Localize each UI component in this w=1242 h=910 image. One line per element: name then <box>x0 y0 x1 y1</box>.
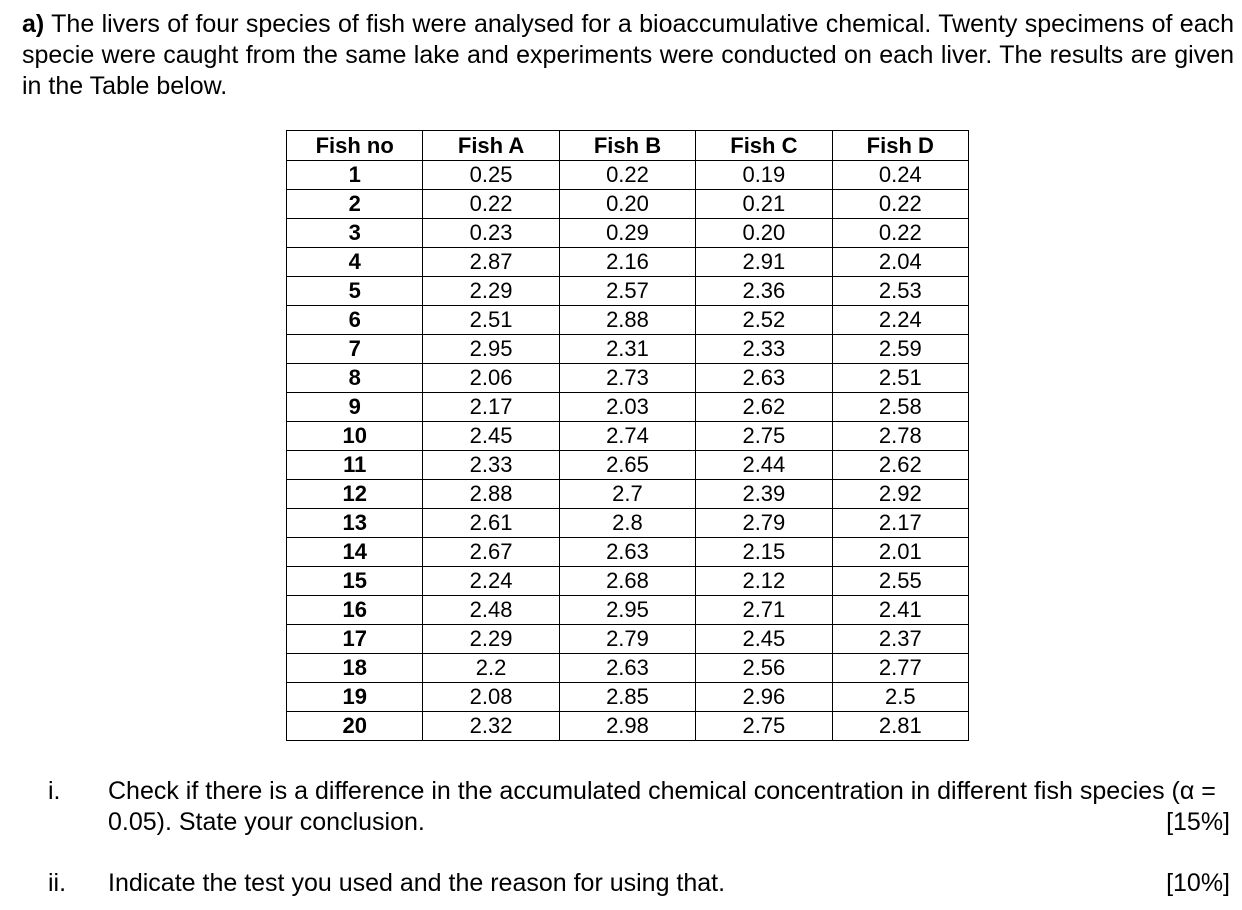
fish-number-cell: 8 <box>287 364 423 393</box>
concentration-cell: 2.77 <box>832 654 968 683</box>
concentration-cell: 2.06 <box>423 364 559 393</box>
fish-number-cell: 17 <box>287 625 423 654</box>
fish-number-cell: 1 <box>287 161 423 190</box>
question-marks: [15%] <box>1166 808 1230 836</box>
column-header: Fish B <box>559 131 695 161</box>
concentration-cell: 2.81 <box>832 712 968 741</box>
concentration-cell: 2.51 <box>832 364 968 393</box>
intro-text: The livers of four species of fish were analysed for a bioaccumulative chemical. Twenty specimens of each specie were caught from the same lake and experiments were conducted on each liver. The results are given in the Table below. <box>22 10 1234 100</box>
concentration-cell: 2.33 <box>423 451 559 480</box>
fish-number-cell: 5 <box>287 277 423 306</box>
concentration-cell: 2.68 <box>559 567 695 596</box>
concentration-cell: 0.22 <box>423 190 559 219</box>
table-row <box>287 306 969 335</box>
concentration-cell: 2.03 <box>559 393 695 422</box>
column-header: Fish A <box>423 131 559 161</box>
fish-number-cell: 13 <box>287 509 423 538</box>
concentration-cell: 2.29 <box>423 277 559 306</box>
column-header: Fish C <box>696 131 832 161</box>
fish-number-cell: 12 <box>287 480 423 509</box>
concentration-cell: 2.39 <box>696 480 832 509</box>
concentration-cell: 2.24 <box>832 306 968 335</box>
concentration-cell: 2.96 <box>696 683 832 712</box>
concentration-cell: 2.41 <box>832 596 968 625</box>
concentration-cell: 2.37 <box>832 625 968 654</box>
concentration-cell: 2.79 <box>559 625 695 654</box>
concentration-cell: 2.45 <box>696 625 832 654</box>
concentration-cell: 2.78 <box>832 422 968 451</box>
table-row <box>287 335 969 364</box>
concentration-cell: 0.22 <box>832 190 968 219</box>
concentration-cell: 2.63 <box>559 538 695 567</box>
question-marks: [10%] <box>1166 869 1230 897</box>
intro-paragraph <box>22 9 1234 102</box>
concentration-cell: 2.95 <box>559 596 695 625</box>
concentration-cell: 2.7 <box>559 480 695 509</box>
concentration-cell: 2.17 <box>423 393 559 422</box>
question-number: ii. <box>48 869 67 897</box>
table-body <box>287 161 969 741</box>
table-row <box>287 393 969 422</box>
concentration-cell: 2.33 <box>696 335 832 364</box>
column-header: Fish D <box>832 131 968 161</box>
concentration-cell: 2.75 <box>696 712 832 741</box>
concentration-cell: 0.25 <box>423 161 559 190</box>
table-row <box>287 538 969 567</box>
concentration-cell: 2.8 <box>559 509 695 538</box>
table-row <box>287 509 969 538</box>
concentration-cell: 2.04 <box>832 248 968 277</box>
table-row <box>287 625 969 654</box>
concentration-cell: 2.52 <box>696 306 832 335</box>
table-row <box>287 219 969 248</box>
concentration-cell: 2.55 <box>832 567 968 596</box>
concentration-cell: 0.22 <box>559 161 695 190</box>
fish-number-cell: 15 <box>287 567 423 596</box>
concentration-cell: 2.08 <box>423 683 559 712</box>
concentration-cell: 2.65 <box>559 451 695 480</box>
fish-number-cell: 19 <box>287 683 423 712</box>
table-header-row <box>287 131 969 161</box>
part-label: a) <box>22 10 45 38</box>
concentration-cell: 2.88 <box>559 306 695 335</box>
concentration-cell: 2.44 <box>696 451 832 480</box>
concentration-cell: 0.23 <box>423 219 559 248</box>
concentration-cell: 0.19 <box>696 161 832 190</box>
concentration-cell: 2.15 <box>696 538 832 567</box>
table-row <box>287 683 969 712</box>
concentration-cell: 2.29 <box>423 625 559 654</box>
concentration-cell: 2.12 <box>696 567 832 596</box>
table-row <box>287 480 969 509</box>
concentration-cell: 2.85 <box>559 683 695 712</box>
fish-number-cell: 9 <box>287 393 423 422</box>
table-row <box>287 161 969 190</box>
concentration-cell: 0.20 <box>696 219 832 248</box>
fish-number-cell: 20 <box>287 712 423 741</box>
concentration-cell: 2.61 <box>423 509 559 538</box>
concentration-cell: 2.98 <box>559 712 695 741</box>
concentration-cell: 0.29 <box>559 219 695 248</box>
concentration-cell: 2.74 <box>559 422 695 451</box>
fish-number-cell: 7 <box>287 335 423 364</box>
concentration-cell: 2.88 <box>423 480 559 509</box>
concentration-cell: 2.63 <box>559 654 695 683</box>
table-row <box>287 364 969 393</box>
fish-number-cell: 11 <box>287 451 423 480</box>
concentration-cell: 2.62 <box>696 393 832 422</box>
concentration-cell: 2.75 <box>696 422 832 451</box>
column-header: Fish no <box>287 131 423 161</box>
table-row <box>287 248 969 277</box>
fish-liver-table <box>286 130 969 741</box>
concentration-cell: 2.48 <box>423 596 559 625</box>
fish-number-cell: 10 <box>287 422 423 451</box>
concentration-cell: 2.57 <box>559 277 695 306</box>
table-row <box>287 712 969 741</box>
fish-number-cell: 14 <box>287 538 423 567</box>
table-row <box>287 596 969 625</box>
concentration-cell: 2.24 <box>423 567 559 596</box>
concentration-cell: 2.01 <box>832 538 968 567</box>
concentration-cell: 2.17 <box>832 509 968 538</box>
concentration-cell: 2.71 <box>696 596 832 625</box>
concentration-cell: 2.31 <box>559 335 695 364</box>
concentration-cell: 2.16 <box>559 248 695 277</box>
concentration-cell: 2.95 <box>423 335 559 364</box>
concentration-cell: 2.63 <box>696 364 832 393</box>
concentration-cell: 2.2 <box>423 654 559 683</box>
question-text: Indicate the test you used and the reason for using that. <box>108 869 726 897</box>
table-row <box>287 451 969 480</box>
concentration-cell: 0.21 <box>696 190 832 219</box>
fish-number-cell: 16 <box>287 596 423 625</box>
concentration-cell: 0.24 <box>832 161 968 190</box>
concentration-cell: 2.79 <box>696 509 832 538</box>
fish-number-cell: 4 <box>287 248 423 277</box>
fish-number-cell: 2 <box>287 190 423 219</box>
table-row <box>287 277 969 306</box>
concentration-cell: 2.58 <box>832 393 968 422</box>
concentration-cell: 2.32 <box>423 712 559 741</box>
table-row <box>287 567 969 596</box>
table-row <box>287 190 969 219</box>
question-number: i. <box>48 777 61 805</box>
concentration-cell: 2.56 <box>696 654 832 683</box>
table-row <box>287 654 969 683</box>
concentration-cell: 2.92 <box>832 480 968 509</box>
concentration-cell: 2.59 <box>832 335 968 364</box>
table-row <box>287 422 969 451</box>
fish-number-cell: 3 <box>287 219 423 248</box>
concentration-cell: 2.36 <box>696 277 832 306</box>
question-text: Check if there is a difference in the accumulated chemical concentration in different fish species (α = 0.05). State your conclusion. <box>108 777 1216 836</box>
concentration-cell: 2.53 <box>832 277 968 306</box>
concentration-cell: 2.51 <box>423 306 559 335</box>
concentration-cell: 2.87 <box>423 248 559 277</box>
concentration-cell: 2.91 <box>696 248 832 277</box>
fish-number-cell: 18 <box>287 654 423 683</box>
concentration-cell: 2.45 <box>423 422 559 451</box>
concentration-cell: 2.5 <box>832 683 968 712</box>
fish-number-cell: 6 <box>287 306 423 335</box>
concentration-cell: 0.22 <box>832 219 968 248</box>
concentration-cell: 2.67 <box>423 538 559 567</box>
concentration-cell: 0.20 <box>559 190 695 219</box>
concentration-cell: 2.73 <box>559 364 695 393</box>
concentration-cell: 2.62 <box>832 451 968 480</box>
